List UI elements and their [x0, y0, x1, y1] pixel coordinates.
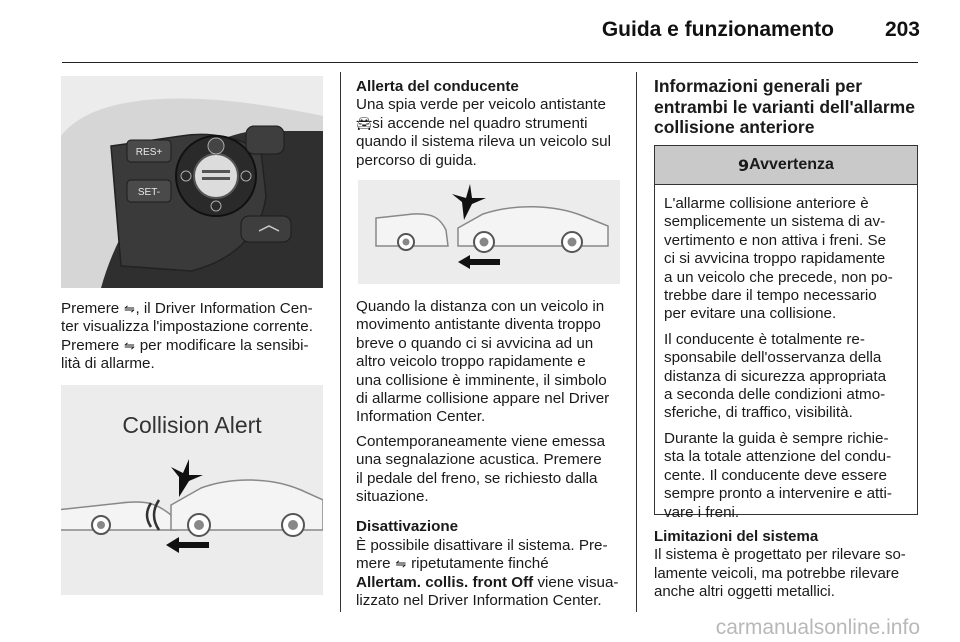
- text-line: il pedale del freno, se richiesto dalla: [356, 469, 598, 487]
- driver-alert-section: [356, 78, 628, 170]
- warning-body: [655, 185, 917, 522]
- text-line: Una spia verde per veicolo antistante: [356, 96, 606, 114]
- steering-wheel-controls-figure: [61, 76, 323, 288]
- text-line: sferiche, di traffico, visibilità.: [664, 404, 853, 422]
- text-line: viene visua-: [537, 573, 619, 591]
- warning-box: [654, 145, 918, 521]
- text-line: per modificare la sensibi-: [139, 336, 309, 354]
- text-line: trebbe dare il tempo necessario: [664, 287, 877, 305]
- warning-icon: 9: [738, 155, 750, 175]
- vehicle-approach-illustration: [358, 180, 620, 284]
- text-line: ripetutamente finché: [411, 555, 549, 573]
- text-line: movimento antistante diventa troppo: [356, 316, 601, 334]
- text-line: a un veicolo che precede, non po-: [664, 268, 893, 286]
- vehicle-approach-figure: [358, 180, 620, 284]
- sensitivity-icon: ⇋: [124, 301, 135, 316]
- vehicle-ahead-icon: 🚘︎: [356, 115, 373, 131]
- system-limits-section: [654, 528, 924, 602]
- text-line: a seconda delle condizioni atmo-: [664, 386, 886, 404]
- text-line: per evitare una collisione.: [664, 305, 837, 323]
- button-set-label: SET-: [137, 187, 161, 198]
- text-line: percorso di guida.: [356, 151, 477, 169]
- column-divider: [636, 72, 637, 612]
- display-title: Collision Alert: [122, 412, 262, 438]
- page-header-title: Guida e funzionamento: [601, 18, 834, 41]
- text-line: cente. Il conducente deve essere: [664, 466, 887, 484]
- text-line: Premere: [61, 300, 120, 317]
- button-res-label: RES+: [135, 147, 163, 158]
- text-line: anche altri oggetti metallici.: [654, 583, 835, 601]
- sensitivity-icon: ⇋: [124, 337, 135, 353]
- text-line: si accende nel quadro strumenti: [372, 114, 588, 132]
- paragraph: [664, 430, 908, 522]
- text-line: altro veicolo troppo rapidamente e: [356, 353, 586, 371]
- collision-alert-display-figure: [61, 385, 323, 595]
- text-line: È possibile disattivare il sistema. Pre-: [356, 536, 608, 554]
- text-line: situazione.: [356, 488, 429, 506]
- text-line: di allarme collisione appare nel Driver: [356, 390, 610, 408]
- collision-alert-illustration: [61, 385, 323, 595]
- text-line: L'allarme collisione anteriore è: [664, 195, 869, 212]
- header-rule: [62, 62, 918, 63]
- column-divider: [340, 72, 341, 612]
- text-line: breve o quando ci si avvicina ad un: [356, 334, 594, 352]
- text-line: quando il sistema rileva un veicolo sul: [356, 133, 611, 151]
- sensitivity-icon: ⇋: [395, 556, 407, 572]
- text-line: , il Driver Information Cen-: [135, 300, 313, 317]
- text-line: semplicemente un sistema di av-: [664, 213, 886, 231]
- warning-title: Avvertenza: [749, 156, 834, 173]
- text-line: Contemporaneamente viene emessa: [356, 432, 606, 450]
- warning-header: [655, 146, 917, 185]
- text-line: una segnalazione acustica. Premere: [356, 451, 602, 469]
- text-line: Premere: [61, 336, 120, 354]
- text-line: ci si avvicina troppo rapidamente: [664, 250, 886, 268]
- text-line: Durante la guida è sempre richie-: [664, 429, 889, 447]
- text-line: distanza di sicurezza appropriata: [664, 367, 887, 385]
- text-line: una collisione è imminente, il simbolo: [356, 371, 607, 389]
- text-line: Quando la distanza con un veicolo in: [356, 298, 605, 315]
- left-intro-paragraph: [61, 300, 327, 374]
- paragraph: [356, 433, 630, 507]
- text-line: vertimento e non attiva i freni. Se: [664, 231, 887, 249]
- menu-setting-label: Allertam. collis. front Off: [356, 573, 534, 591]
- text-line: sempre pronto a intervenire e atti-: [664, 485, 892, 503]
- paragraph: [664, 331, 908, 423]
- text-line: mere: [356, 555, 391, 573]
- text-line: lamente veicoli, ma potrebbe rilevare: [654, 564, 900, 582]
- text-line: ter visualizza l'impostazione corrente.: [61, 318, 313, 336]
- steering-wheel-illustration: [61, 76, 323, 288]
- middle-body-text: [356, 298, 630, 611]
- text-line: Information Center.: [356, 408, 486, 426]
- watermark: carmanualsonline.info: [715, 616, 920, 639]
- paragraph: [356, 298, 630, 427]
- text-line: vare i freni.: [664, 503, 740, 521]
- text-line: Il conducente è totalmente re-: [664, 330, 865, 348]
- paragraph: [664, 195, 908, 324]
- page-number: 203: [884, 18, 920, 41]
- section-heading-driver-alert: Allerta del conducente: [356, 78, 519, 95]
- text-line: sponsabile dell'osservanza della: [664, 349, 882, 367]
- section-heading-deactivation: Disattivazione: [356, 518, 459, 536]
- text-line: Il sistema è progettato per rilevare so-: [654, 546, 906, 564]
- text-line: sta la totale attenzione del condu-: [664, 448, 892, 466]
- text-line: lizzato nel Driver Information Center.: [356, 592, 602, 610]
- section-heading-general-info: Informazioni generali per entrambi le varianti dell'allarme collisione anteriore: [654, 76, 915, 137]
- text-line: lità di allarme.: [61, 355, 155, 373]
- section-heading-system-limits: Limitazioni del sistema: [654, 528, 819, 545]
